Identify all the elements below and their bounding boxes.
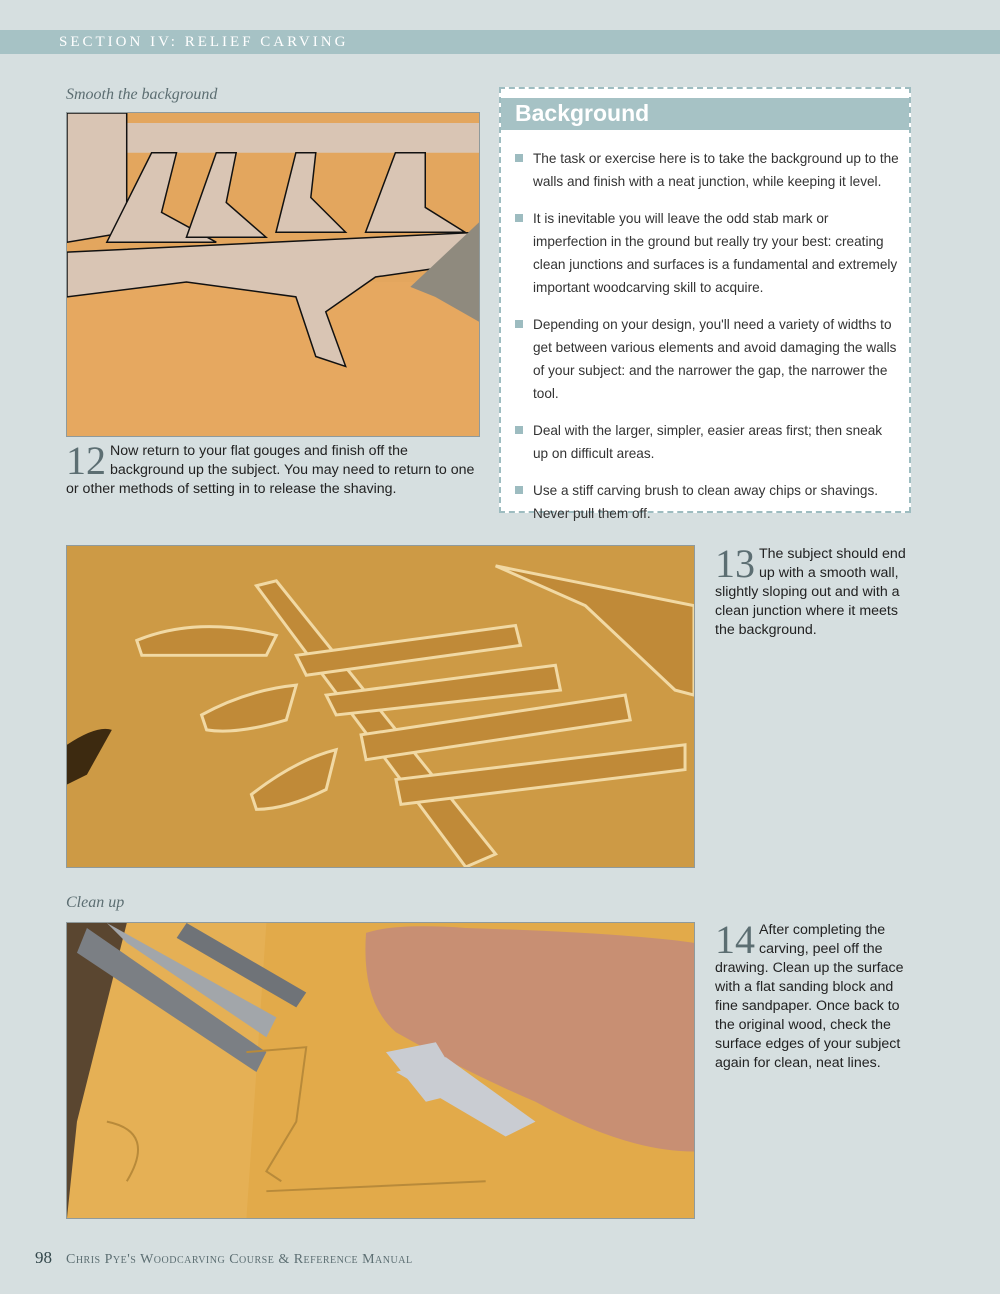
section-title: SECTION IV: RELIEF CARVING xyxy=(59,34,349,50)
square-bullet-icon xyxy=(515,426,523,434)
square-bullet-icon xyxy=(515,486,523,494)
photo-peeling-drawing xyxy=(66,922,695,1219)
step-text: After completing the carving, peel off the drawing. Clean up the surface with a flat sanding block and fine sandpaper. Once back to the original wood, check the surface edges of your subject again for clean, neat lines. xyxy=(715,922,904,1071)
book-title: Chris Pye's Woodcarving Course & Reference Manual xyxy=(66,1252,413,1267)
tip-item: The task or exercise here is to take the background up to the walls and finish with a neat junction, while keeping it level. xyxy=(515,147,899,193)
step-14 xyxy=(715,917,915,1073)
step-number: 12 xyxy=(66,438,106,483)
step-number: 13 xyxy=(715,541,755,586)
square-bullet-icon xyxy=(515,214,523,222)
tip-item: It is inevitable you will leave the odd stab mark or imperfection in the ground but really try your best: creating clean junctions and surfaces is a fundamental and extremely important woodcarving skill to acquire. xyxy=(515,207,899,299)
step-text: Now return to your flat gouges and finish off the background up the subject. You may need to return to one or other methods of setting in to release the shaving. xyxy=(66,443,475,497)
page-footer xyxy=(35,1248,413,1268)
square-bullet-icon xyxy=(515,320,523,328)
tips-list xyxy=(515,147,899,539)
tip-item: Depending on your design, you'll need a variety of widths to get between various elements and avoid damaging the walls of your subject: and the narrower the gap, the narrower the tool. xyxy=(515,313,899,405)
step-text: The subject should end up with a smooth wall, slightly sloping out and with a clean junction where it meets the background. xyxy=(715,546,906,638)
tip-item: Deal with the larger, simpler, easier areas first; then sneak up on difficult areas. xyxy=(515,419,899,465)
box-header xyxy=(501,98,909,130)
photo-finished-relief xyxy=(66,545,695,868)
square-bullet-icon xyxy=(515,154,523,162)
caption-clean-up: Clean up xyxy=(66,894,125,911)
box-title: Background xyxy=(515,100,650,126)
tip-item: Use a stiff carving brush to clean away chips or shavings. Never pull them off. xyxy=(515,479,899,525)
step-13 xyxy=(715,541,915,640)
photo-smoothing-background xyxy=(66,112,480,437)
caption-smooth-background: Smooth the background xyxy=(66,86,218,103)
step-number: 14 xyxy=(715,917,755,962)
page-number: 98 xyxy=(35,1248,52,1267)
step-12 xyxy=(66,438,480,499)
background-tips-box xyxy=(499,87,911,521)
